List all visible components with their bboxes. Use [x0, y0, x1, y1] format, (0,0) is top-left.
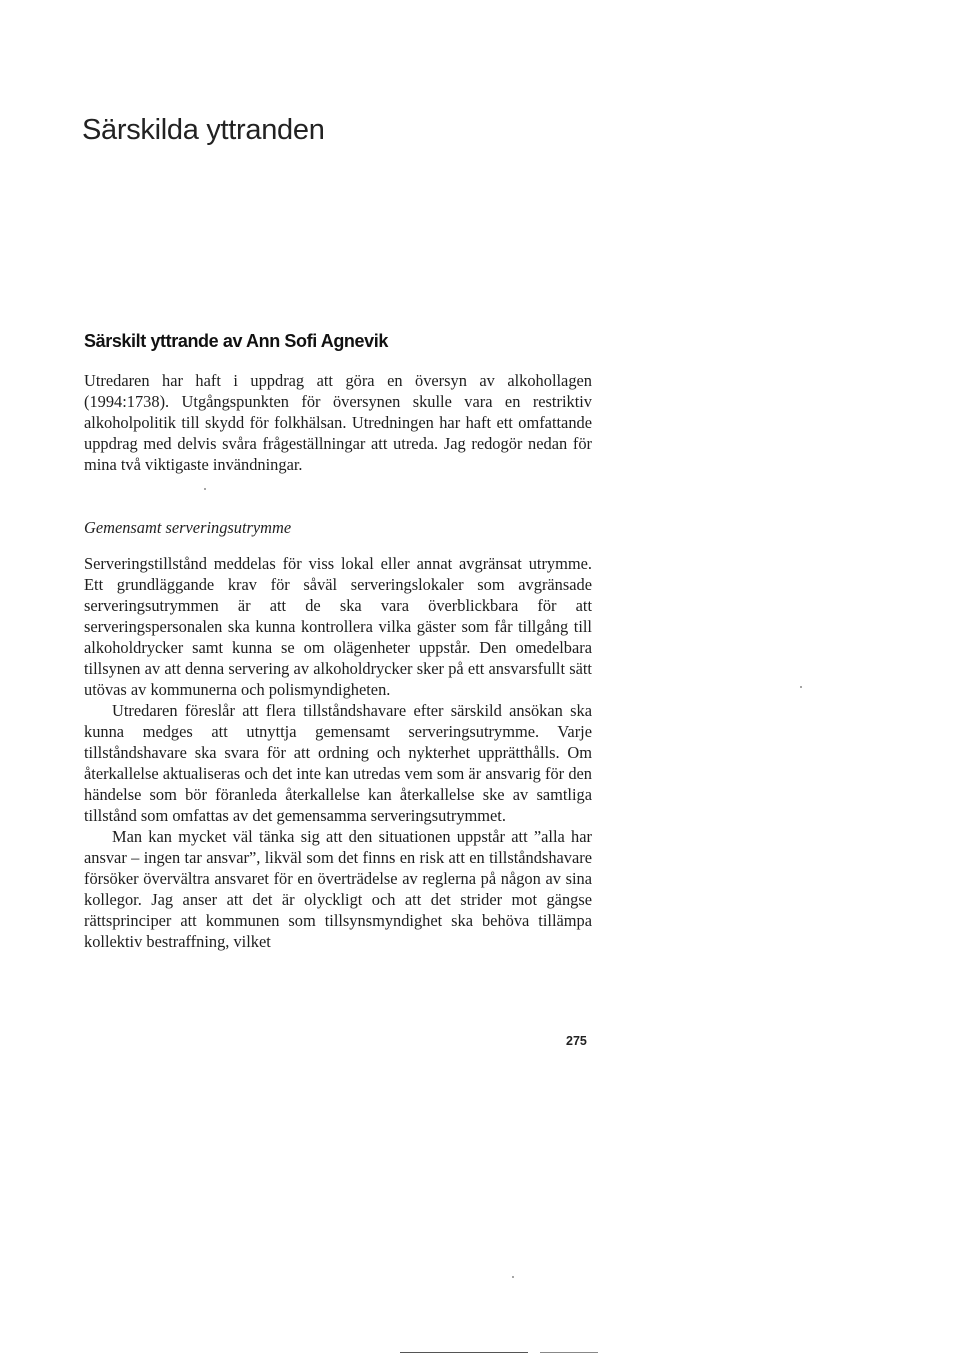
scan-artifact-dot [800, 686, 802, 688]
page-number: 275 [566, 1034, 587, 1048]
scan-artifact-line [540, 1352, 598, 1353]
intro-paragraph: Utredaren har haft i uppdrag att göra en översyn av alkohollagen (1994:1738). Utgångspunkten för översynen skulle vara en restriktiv alkoholpolitik till skydd för folkhälsan. Utredningen har haft ett omfattande uppdrag med delvis svåra frågeställningar att utreda. Jag redogör nedan för mina två viktigaste invändningar. [84, 371, 592, 474]
body-text [84, 553, 592, 952]
body-paragraph: Utredaren föreslår att flera tillståndshavare efter särskild ansökan ska kunna medges att utnyttja gemensamt serveringsutrymme. Varje tillståndshavare ska svara för att ordning och nykterhet upprätthålls. Om återkallelse aktualiseras och det inte kan utredas vem som är ansvarig för den händelse som bör föranleda återkallelse kan återkallelse ske av samtliga tillstånd som omfattas av det gemensamma serveringsutrymmet. [84, 701, 592, 825]
body-paragraph: Man kan mycket väl tänka sig att den situationen uppstår att ”alla har ansvar – ingen tar ansvar”, likväl som det finns en risk att en tillståndshavare försöker övervältra ansvaret för en överträdelse av reglerna på någon av sina kollegor. Jag anser att det är olyckligt och att det strider mot gängse rättsprinciper att kommunen som tillsynsmyndighet ska behöva tillämpa kollektiv bestraffning, vilket [84, 827, 592, 951]
scan-artifact-line [400, 1352, 528, 1353]
subheading: Gemensamt serveringsutrymme [84, 518, 292, 537]
section-heading: Särskilt yttrande av Ann Sofi Agnevik [84, 331, 388, 351]
intro-text [84, 370, 592, 475]
chapter-title: Särskilda yttranden [82, 114, 325, 146]
scan-artifact-dot [204, 488, 206, 490]
scan-artifact-dot [512, 1276, 514, 1278]
body-paragraph: Serveringstillstånd meddelas för viss lokal eller annat avgränsat utrymme. Ett grundläggande krav för såväl serveringslokaler som avgränsade serveringsutrymmen är att de ska vara överblickbara för att serveringspersonalen ska kunna kontrollera vilka gäster som får tillgång till alkoholdrycker samt kunna se om olägenheter uppstår. Den omedelbara tillsynen av att denna servering av alkoholdrycker sker på ett ansvarsfullt sätt utövas av kommunerna och polismyndigheten. [84, 554, 592, 699]
